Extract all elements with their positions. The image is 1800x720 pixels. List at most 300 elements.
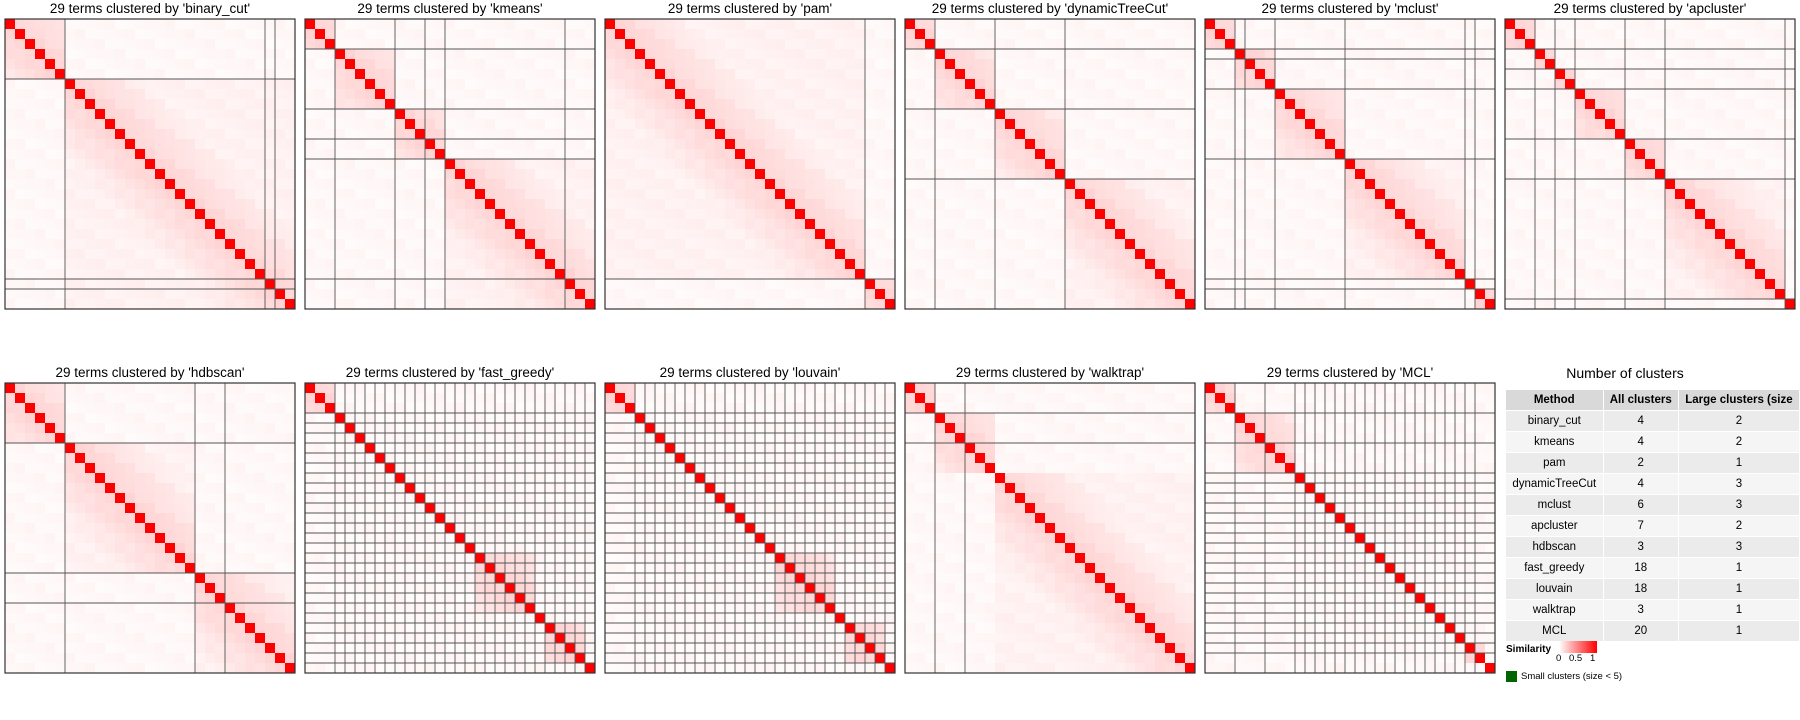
heatmap-cell bbox=[1065, 79, 1075, 89]
heatmap-cell bbox=[545, 289, 555, 299]
heatmap-cell bbox=[5, 119, 15, 129]
heatmap-cell bbox=[885, 89, 895, 99]
heatmap-cell bbox=[405, 299, 415, 309]
heatmap-cell bbox=[95, 29, 105, 39]
heatmap-cell bbox=[535, 19, 545, 29]
heatmap-cell bbox=[725, 289, 735, 299]
heatmap-cell bbox=[805, 299, 815, 309]
heatmap-cell bbox=[195, 159, 205, 169]
heatmap-cell bbox=[475, 299, 485, 309]
heatmap-cell bbox=[1575, 249, 1585, 259]
heatmap-panel-pam bbox=[605, 1, 895, 309]
heatmap-cell bbox=[615, 119, 625, 129]
heatmap-cell bbox=[1035, 39, 1045, 49]
heatmap-cell bbox=[765, 39, 775, 49]
heatmap-cell bbox=[235, 49, 245, 59]
heatmap-cell bbox=[545, 29, 555, 39]
heatmap-cell bbox=[45, 179, 55, 189]
heatmap-cell bbox=[1535, 219, 1545, 229]
heatmap-cell bbox=[1365, 29, 1375, 39]
heatmap-cell bbox=[305, 49, 315, 59]
heatmap-cell bbox=[1275, 159, 1285, 169]
heatmap-cell bbox=[355, 139, 365, 149]
heatmap-cell bbox=[1705, 99, 1715, 109]
heatmap-cell bbox=[145, 119, 155, 129]
heatmap-cell bbox=[1405, 229, 1415, 239]
heatmap-cell bbox=[115, 99, 125, 109]
heatmap-cell bbox=[1165, 169, 1175, 179]
heatmap-cell bbox=[1395, 29, 1405, 39]
heatmap-cell bbox=[1015, 259, 1025, 269]
heatmap-cell bbox=[1465, 69, 1475, 79]
heatmap-cell bbox=[1085, 199, 1095, 209]
heatmap-cell bbox=[425, 279, 435, 289]
heatmap-cell bbox=[315, 19, 325, 29]
heatmap-cell bbox=[355, 29, 365, 39]
heatmap-cell bbox=[55, 289, 65, 299]
heatmap-cell bbox=[1375, 149, 1385, 159]
heatmap-cell bbox=[1735, 49, 1745, 59]
heatmap-cell bbox=[1755, 149, 1765, 159]
heatmap-cell bbox=[395, 79, 405, 89]
heatmap-cell bbox=[635, 219, 645, 229]
heatmap-cell bbox=[1385, 109, 1395, 119]
heatmap-cell bbox=[755, 89, 765, 99]
heatmap-cell bbox=[925, 169, 935, 179]
heatmap-cell bbox=[1405, 199, 1415, 209]
heatmap-cell bbox=[1385, 269, 1395, 279]
heatmap-cell bbox=[675, 19, 685, 29]
heatmap-cell bbox=[175, 199, 185, 209]
heatmap-cell bbox=[1305, 279, 1315, 289]
heatmap-cell bbox=[1185, 79, 1195, 89]
heatmap-cell bbox=[1265, 149, 1275, 159]
heatmap-cell bbox=[1525, 139, 1535, 149]
heatmap-cell bbox=[1475, 269, 1485, 279]
heatmap-cell bbox=[1335, 19, 1345, 29]
heatmap-cell bbox=[845, 69, 855, 79]
heatmap-cell bbox=[145, 69, 155, 79]
heatmap-cell bbox=[835, 239, 845, 249]
heatmap-cell bbox=[245, 49, 255, 59]
heatmap-cell bbox=[985, 99, 995, 109]
heatmap-cell bbox=[615, 69, 625, 79]
heatmap-cell bbox=[1515, 69, 1525, 79]
heatmap-cell bbox=[175, 149, 185, 159]
heatmap-cell bbox=[395, 149, 405, 159]
heatmap-cell bbox=[1325, 99, 1335, 109]
heatmap-cell bbox=[1655, 49, 1665, 59]
heatmap-cell bbox=[1295, 159, 1305, 169]
heatmap-cell bbox=[1375, 239, 1385, 249]
heatmap-cell bbox=[1225, 299, 1235, 309]
heatmap-cell bbox=[575, 139, 585, 149]
heatmap-cell bbox=[1015, 269, 1025, 279]
heatmap-cell bbox=[1345, 269, 1355, 279]
heatmap-cell bbox=[755, 69, 765, 79]
heatmap-cell bbox=[215, 119, 225, 129]
heatmap-cell bbox=[1075, 119, 1085, 129]
heatmap-cell bbox=[1385, 289, 1395, 299]
heatmap-cell bbox=[235, 39, 245, 49]
heatmap-cell bbox=[935, 279, 945, 289]
heatmap-cell bbox=[785, 219, 795, 229]
heatmap-cell bbox=[1315, 269, 1325, 279]
heatmap-cell bbox=[265, 279, 275, 289]
heatmap-cell bbox=[165, 209, 175, 219]
heatmap-cell bbox=[1075, 59, 1085, 69]
heatmap-cell bbox=[545, 119, 555, 129]
heatmap-cell bbox=[1175, 179, 1185, 189]
heatmap-cell bbox=[1155, 179, 1165, 189]
heatmap-cell bbox=[775, 139, 785, 149]
heatmap-cell bbox=[575, 239, 585, 249]
heatmap-cell bbox=[1745, 219, 1755, 229]
heatmap-cell bbox=[1275, 69, 1285, 79]
heatmap-cell bbox=[925, 179, 935, 189]
heatmap-cell bbox=[1325, 29, 1335, 39]
heatmap-cell bbox=[1365, 169, 1375, 179]
heatmap-cell bbox=[1575, 189, 1585, 199]
heatmap-cell bbox=[635, 109, 645, 119]
heatmap-cell bbox=[475, 39, 485, 49]
heatmap-cell bbox=[1335, 239, 1345, 249]
heatmap-cell bbox=[505, 189, 515, 199]
heatmap-cell bbox=[385, 69, 395, 79]
heatmap-cell bbox=[1755, 179, 1765, 189]
heatmap-cell bbox=[1305, 109, 1315, 119]
heatmap-cell bbox=[165, 139, 175, 149]
heatmap-cell bbox=[275, 179, 285, 189]
heatmap-cell bbox=[305, 89, 315, 99]
heatmap-cell bbox=[165, 199, 175, 209]
heatmap-cell bbox=[1485, 99, 1495, 109]
heatmap-cell bbox=[425, 119, 435, 129]
heatmap-cell bbox=[1525, 49, 1535, 59]
heatmap-cell bbox=[1375, 259, 1385, 269]
heatmap-cell bbox=[1625, 89, 1635, 99]
heatmap-cell bbox=[1265, 209, 1275, 219]
heatmap-cell bbox=[285, 119, 295, 129]
heatmap-cell bbox=[905, 139, 915, 149]
heatmap-cell bbox=[555, 119, 565, 129]
heatmap-cell bbox=[955, 99, 965, 109]
heatmap-cell bbox=[1265, 79, 1275, 89]
heatmap-cell bbox=[485, 69, 495, 79]
heatmap-cell bbox=[235, 149, 245, 159]
heatmap-cell bbox=[1695, 189, 1705, 199]
heatmap-cell bbox=[15, 89, 25, 99]
heatmap-cell bbox=[805, 269, 815, 279]
heatmap-cell bbox=[45, 49, 55, 59]
heatmap-cell bbox=[1345, 99, 1355, 109]
heatmap-cell bbox=[1465, 129, 1475, 139]
heatmap-cell bbox=[325, 139, 335, 149]
heatmap-cell bbox=[875, 139, 885, 149]
heatmap-cell bbox=[1105, 79, 1115, 89]
heatmap-cell bbox=[695, 179, 705, 189]
heatmap-cell bbox=[955, 189, 965, 199]
heatmap-cell bbox=[1705, 209, 1715, 219]
heatmap-cell bbox=[655, 209, 665, 219]
heatmap-cell bbox=[715, 249, 725, 259]
heatmap-cell bbox=[755, 189, 765, 199]
heatmap-cell bbox=[1425, 269, 1435, 279]
heatmap-cell bbox=[785, 169, 795, 179]
heatmap-cell bbox=[725, 269, 735, 279]
heatmap-cell bbox=[305, 239, 315, 249]
heatmap-cell bbox=[695, 109, 705, 119]
heatmap-cell bbox=[1255, 159, 1265, 169]
heatmap-cell bbox=[615, 219, 625, 229]
heatmap-cell bbox=[1745, 259, 1755, 269]
heatmap-cell bbox=[1105, 49, 1115, 59]
heatmap-cell bbox=[805, 159, 815, 169]
heatmap-cell bbox=[1415, 269, 1425, 279]
heatmap-cell bbox=[1685, 129, 1695, 139]
heatmap-cell bbox=[1725, 19, 1735, 29]
heatmap-cell bbox=[1675, 129, 1685, 139]
heatmap-cell bbox=[585, 179, 595, 189]
heatmap-cell bbox=[115, 39, 125, 49]
heatmap-cell bbox=[85, 139, 95, 149]
heatmap-cell bbox=[1335, 139, 1345, 149]
heatmap-cell bbox=[105, 29, 115, 39]
heatmap-cell bbox=[1565, 139, 1575, 149]
heatmap-cell bbox=[1105, 199, 1115, 209]
heatmap-cell bbox=[955, 179, 965, 189]
heatmap-cell bbox=[1505, 169, 1515, 179]
heatmap-cell bbox=[1685, 159, 1695, 169]
heatmap-cell bbox=[1755, 99, 1765, 109]
heatmap-cell bbox=[1405, 99, 1415, 109]
heatmap-cell bbox=[525, 59, 535, 69]
heatmap-cell bbox=[745, 39, 755, 49]
heatmap-cell bbox=[1075, 149, 1085, 159]
heatmap-cell bbox=[155, 149, 165, 159]
heatmap-cell bbox=[1075, 159, 1085, 169]
heatmap-cell bbox=[1095, 109, 1105, 119]
heatmap-cell bbox=[1765, 209, 1775, 219]
heatmap-cell bbox=[385, 99, 395, 109]
heatmap-cell bbox=[1155, 39, 1165, 49]
heatmap-cell bbox=[155, 189, 165, 199]
heatmap-cell bbox=[1465, 219, 1475, 229]
heatmap-cell bbox=[1575, 49, 1585, 59]
heatmap-cell bbox=[1515, 179, 1525, 189]
heatmap-cell bbox=[225, 189, 235, 199]
heatmap-cell bbox=[345, 159, 355, 169]
heatmap-cell bbox=[1585, 129, 1595, 139]
heatmap-cell bbox=[925, 189, 935, 199]
heatmap-cell bbox=[1445, 229, 1455, 239]
heatmap-cell bbox=[525, 69, 535, 79]
heatmap-cell bbox=[1445, 279, 1455, 289]
heatmap-cell bbox=[1155, 59, 1165, 69]
heatmap-cell bbox=[485, 249, 495, 259]
heatmap-cell bbox=[865, 269, 875, 279]
heatmap-cell bbox=[695, 229, 705, 239]
heatmap-cell bbox=[1065, 269, 1075, 279]
heatmap-cell bbox=[1095, 39, 1105, 49]
heatmap-cell bbox=[415, 299, 425, 309]
heatmap-cell bbox=[645, 299, 655, 309]
heatmap-cell bbox=[405, 229, 415, 239]
heatmap-cell bbox=[1125, 229, 1135, 239]
heatmap-cell bbox=[735, 69, 745, 79]
heatmap-cell bbox=[5, 179, 15, 189]
heatmap-cell bbox=[115, 219, 125, 229]
heatmap-cell bbox=[645, 29, 655, 39]
heatmap-cell bbox=[255, 159, 265, 169]
heatmap-cell bbox=[695, 79, 705, 89]
heatmap-cell bbox=[995, 289, 1005, 299]
heatmap-cell bbox=[1675, 109, 1685, 119]
heatmap-cell bbox=[1775, 89, 1785, 99]
heatmap-cell bbox=[1255, 119, 1265, 129]
heatmap-cell bbox=[55, 179, 65, 189]
heatmap-cell bbox=[1015, 69, 1025, 79]
heatmap-cell bbox=[975, 199, 985, 209]
heatmap-cell bbox=[1095, 29, 1105, 39]
heatmap-cell bbox=[1465, 209, 1475, 219]
heatmap-cell bbox=[385, 269, 395, 279]
heatmap-cell bbox=[785, 139, 795, 149]
heatmap-cell bbox=[485, 19, 495, 29]
heatmap-cell bbox=[1025, 179, 1035, 189]
heatmap-cell bbox=[735, 79, 745, 89]
heatmap-cell bbox=[185, 29, 195, 39]
heatmap-cell bbox=[1675, 189, 1685, 199]
heatmap-cell bbox=[465, 269, 475, 279]
heatmap-cell bbox=[835, 249, 845, 259]
heatmap-cell bbox=[395, 109, 405, 119]
heatmap-cell bbox=[955, 269, 965, 279]
heatmap-cell bbox=[375, 189, 385, 199]
heatmap-cell bbox=[335, 89, 345, 99]
heatmap-cell bbox=[415, 39, 425, 49]
heatmap-cell bbox=[95, 289, 105, 299]
heatmap-cell bbox=[1715, 49, 1725, 59]
heatmap-cell bbox=[185, 229, 195, 239]
heatmap-cell bbox=[265, 149, 275, 159]
heatmap-cell bbox=[365, 189, 375, 199]
heatmap-cell bbox=[1395, 139, 1405, 149]
heatmap-cell bbox=[45, 19, 55, 29]
heatmap-cell bbox=[105, 159, 115, 169]
heatmap-cell bbox=[1595, 109, 1605, 119]
heatmap-cell bbox=[1715, 19, 1725, 29]
heatmap-cell bbox=[1655, 29, 1665, 39]
heatmap-cell bbox=[1105, 289, 1115, 299]
heatmap-cell bbox=[255, 169, 265, 179]
heatmap-cell bbox=[935, 29, 945, 39]
heatmap-cell bbox=[725, 59, 735, 69]
heatmap-cell bbox=[1525, 159, 1535, 169]
heatmap-cell bbox=[165, 29, 175, 39]
heatmap-cell bbox=[915, 279, 925, 289]
heatmap-cell bbox=[485, 139, 495, 149]
heatmap-cell bbox=[425, 159, 435, 169]
heatmap-cell bbox=[795, 139, 805, 149]
heatmap-cell bbox=[1065, 99, 1075, 109]
heatmap-cell bbox=[1555, 39, 1565, 49]
heatmap-cell bbox=[175, 129, 185, 139]
heatmap-cell bbox=[135, 249, 145, 259]
heatmap-cell bbox=[1005, 139, 1015, 149]
heatmap-cell bbox=[95, 49, 105, 59]
heatmap-cell bbox=[835, 209, 845, 219]
heatmap-cell bbox=[975, 169, 985, 179]
heatmap-cell bbox=[1045, 239, 1055, 249]
heatmap-cell bbox=[885, 129, 895, 139]
heatmap-cell bbox=[55, 109, 65, 119]
heatmap-cell bbox=[55, 169, 65, 179]
heatmap-cell bbox=[1305, 199, 1315, 209]
heatmap-cell bbox=[725, 79, 735, 89]
heatmap-cell bbox=[1065, 259, 1075, 269]
heatmap-cell bbox=[555, 269, 565, 279]
heatmap-cell bbox=[1335, 159, 1345, 169]
heatmap-cell bbox=[795, 189, 805, 199]
heatmap-cell bbox=[955, 259, 965, 269]
heatmap-cell bbox=[1115, 109, 1125, 119]
heatmap-cell bbox=[745, 159, 755, 169]
heatmap-cell bbox=[495, 119, 505, 129]
heatmap-cell bbox=[1525, 189, 1535, 199]
heatmap-cell bbox=[1695, 239, 1705, 249]
heatmap-cell bbox=[285, 169, 295, 179]
heatmap-cell bbox=[1225, 289, 1235, 299]
heatmap-cell bbox=[405, 139, 415, 149]
heatmap-cell bbox=[1125, 39, 1135, 49]
heatmap-cell bbox=[45, 219, 55, 229]
heatmap-cell bbox=[785, 119, 795, 129]
heatmap-cell bbox=[1085, 189, 1095, 199]
heatmap-cell bbox=[15, 299, 25, 309]
heatmap-cell bbox=[1685, 119, 1695, 129]
heatmap-cell bbox=[905, 79, 915, 89]
heatmap-cell bbox=[1785, 89, 1795, 99]
heatmap-cell bbox=[555, 229, 565, 239]
heatmap-cell bbox=[115, 119, 125, 129]
heatmap-cell bbox=[1695, 109, 1705, 119]
heatmap-cell bbox=[1125, 289, 1135, 299]
heatmap-cell bbox=[915, 119, 925, 129]
heatmap-cell bbox=[655, 29, 665, 39]
heatmap-cell bbox=[1215, 99, 1225, 109]
heatmap-cell bbox=[1025, 129, 1035, 139]
heatmap-cell bbox=[1725, 139, 1735, 149]
heatmap-cell bbox=[825, 189, 835, 199]
heatmap-cell bbox=[285, 49, 295, 59]
heatmap-cell bbox=[365, 259, 375, 269]
heatmap-cell bbox=[495, 79, 505, 89]
heatmap-cell bbox=[135, 109, 145, 119]
heatmap-cell bbox=[935, 269, 945, 279]
heatmap-cell bbox=[975, 279, 985, 289]
heatmap-cell bbox=[655, 259, 665, 269]
heatmap-panel-binary_cut bbox=[5, 1, 295, 309]
heatmap-cell bbox=[1535, 169, 1545, 179]
heatmap-cell bbox=[635, 269, 645, 279]
heatmap-cell bbox=[35, 179, 45, 189]
heatmap-cell bbox=[525, 249, 535, 259]
heatmap-cell bbox=[45, 239, 55, 249]
heatmap-cell bbox=[815, 19, 825, 29]
heatmap-cell bbox=[145, 269, 155, 279]
heatmap-cell bbox=[335, 129, 345, 139]
